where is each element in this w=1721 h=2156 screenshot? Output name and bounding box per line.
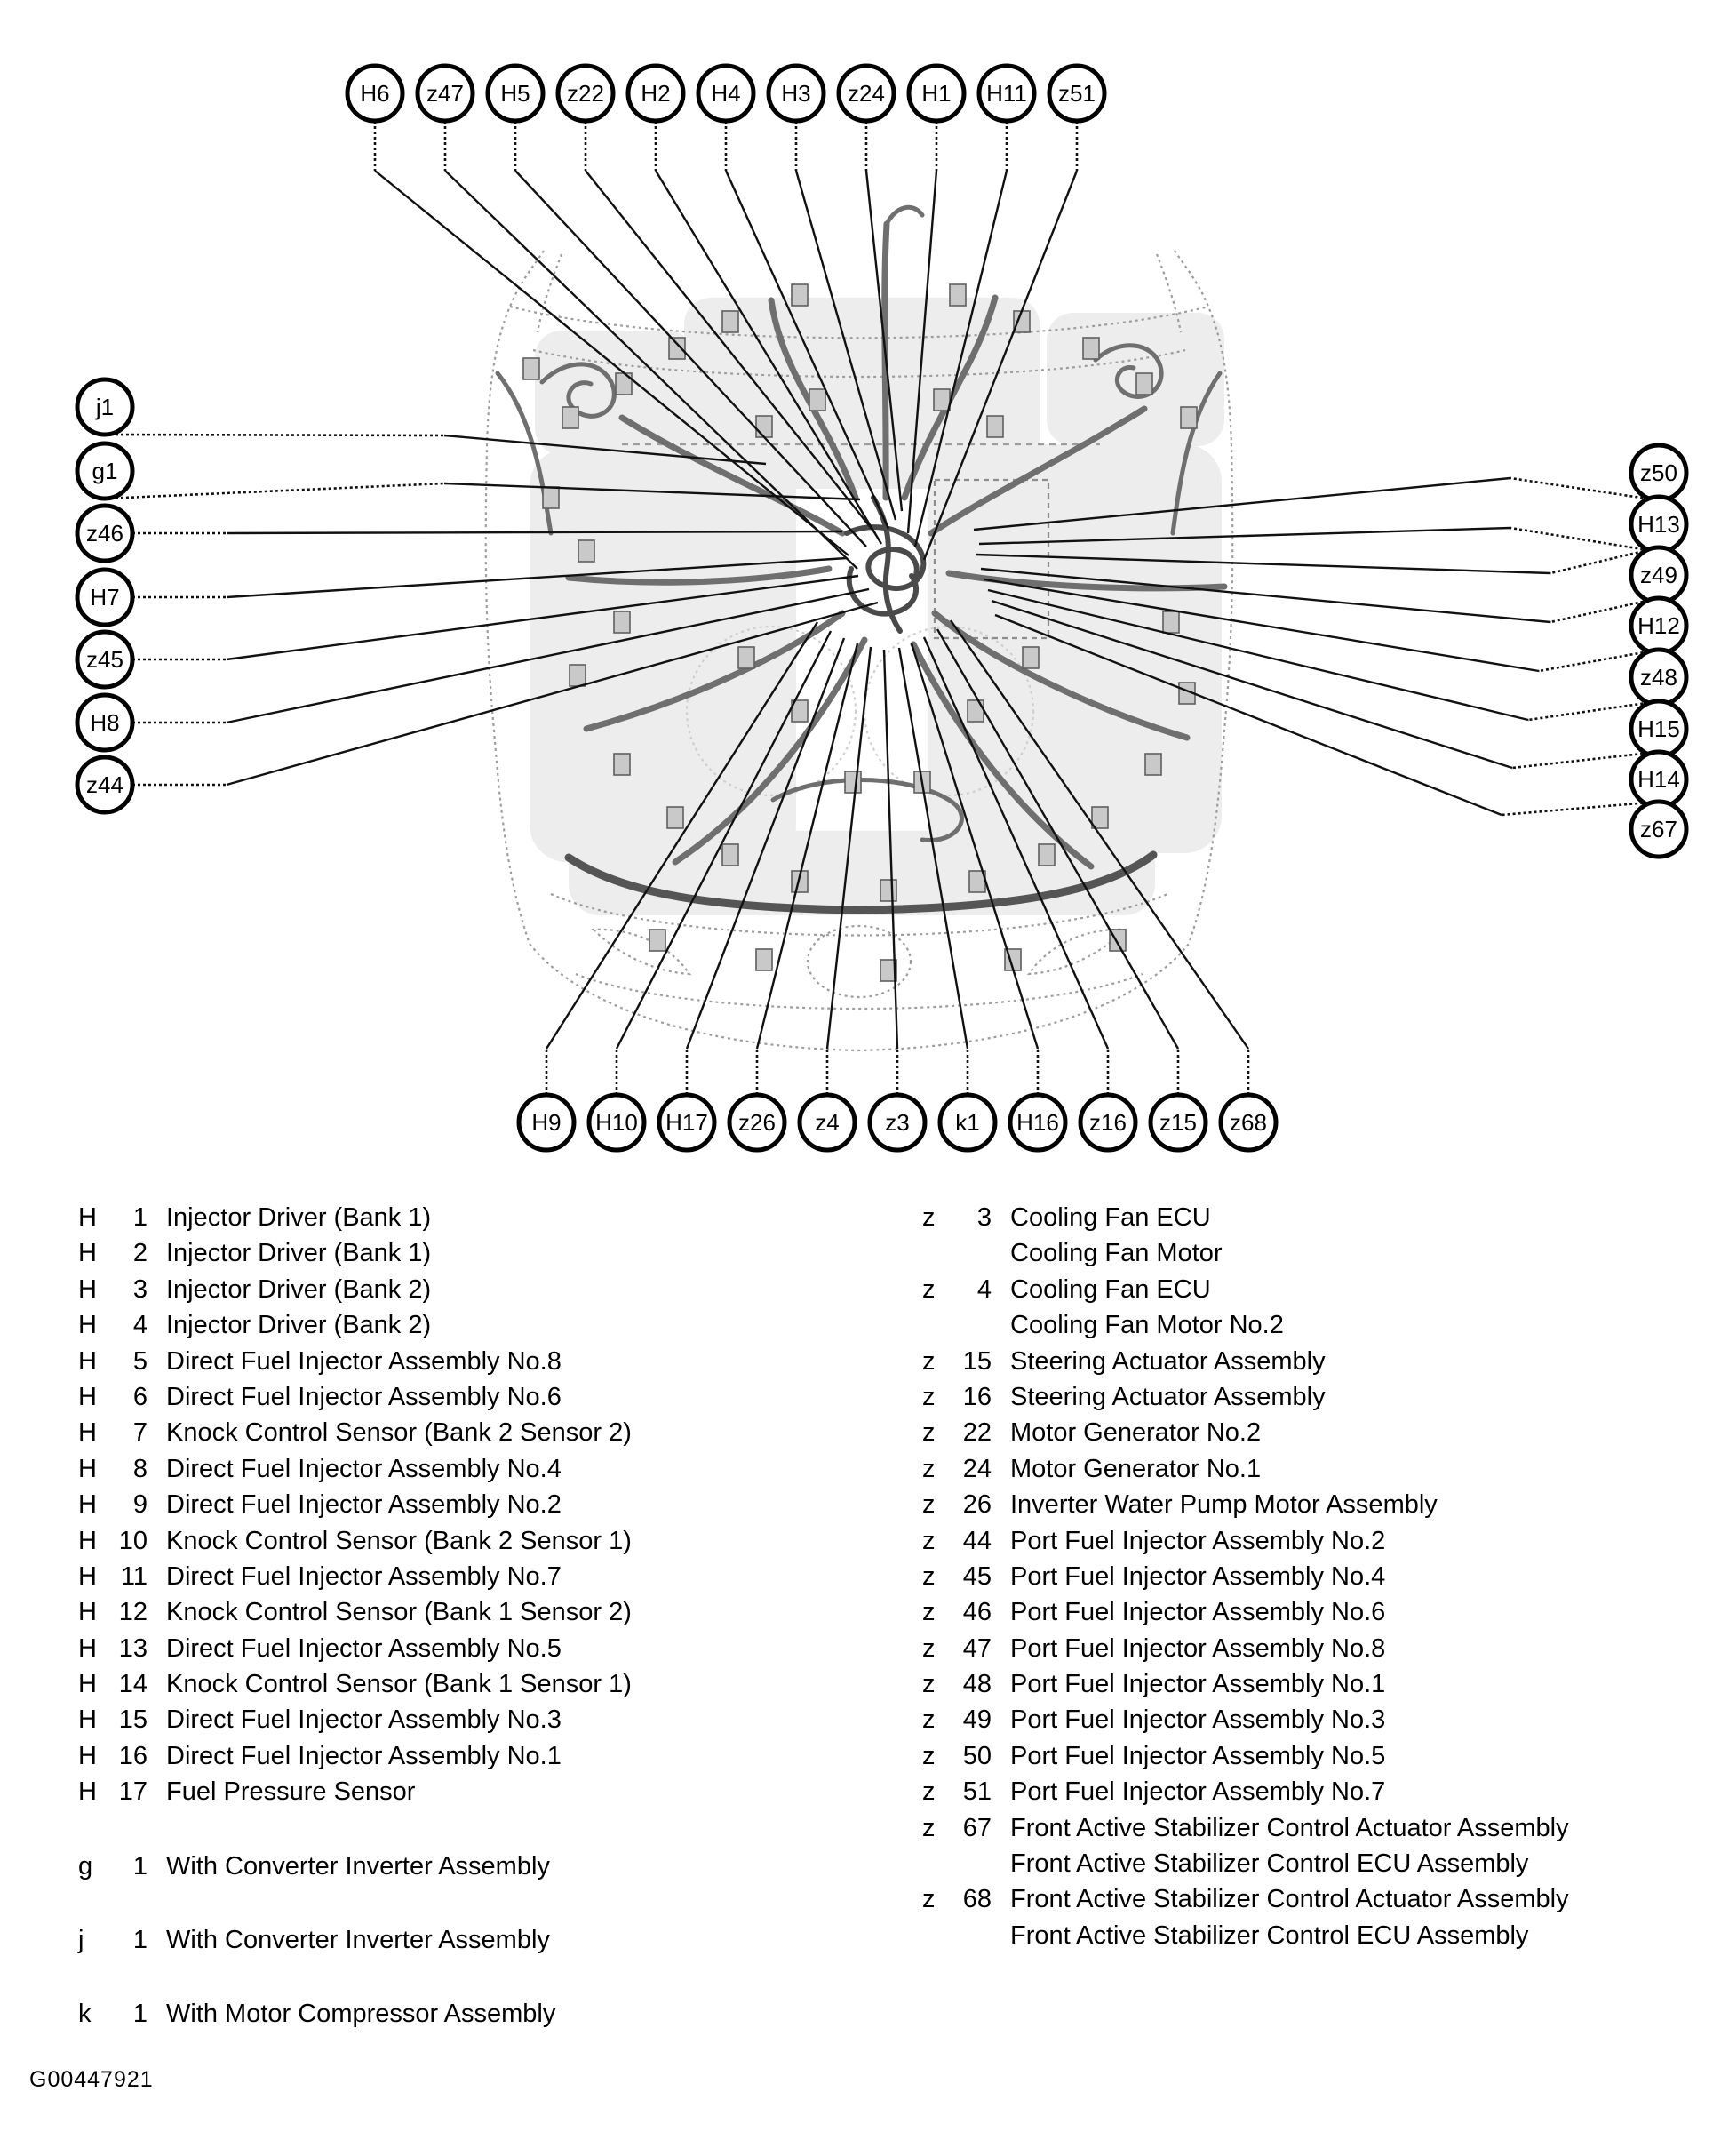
legend-prefix: H — [78, 1490, 97, 1520]
legend-row — [922, 1702, 1569, 1737]
callout-label-z26: z26 — [738, 1109, 776, 1136]
connector-block — [1083, 338, 1099, 359]
callout-H15 — [1631, 701, 1686, 756]
callout-label-H8: H8 — [90, 709, 120, 736]
legend-desc: Knock Control Sensor (Bank 2 Sensor 2) — [166, 1418, 632, 1448]
callout-H4 — [698, 66, 753, 121]
legend-number: 15 — [962, 1346, 992, 1376]
legend-desc: Steering Actuator Assembly — [1010, 1382, 1326, 1411]
legend-desc: Direct Fuel Injector Assembly No.7 — [166, 1561, 562, 1591]
callout-z15 — [1151, 1095, 1206, 1150]
legend-desc: Motor Generator No.2 — [1010, 1418, 1262, 1448]
callout-H7 — [77, 570, 132, 625]
connector-block — [792, 284, 808, 306]
legend-prefix: H — [78, 1705, 97, 1735]
callout-label-H12: H12 — [1637, 612, 1680, 639]
legend-desc: Front Active Stabilizer Control ECU Assembly — [1010, 1849, 1529, 1879]
legend-row — [78, 1272, 632, 1307]
callout-label-z15: z15 — [1159, 1109, 1197, 1136]
harness-center-knot — [847, 498, 923, 631]
connector-block — [934, 389, 950, 411]
callout-label-H5: H5 — [500, 80, 530, 107]
callout-label-H13: H13 — [1637, 511, 1680, 538]
legend-number: 22 — [962, 1418, 992, 1448]
legend-prefix: z — [922, 1561, 936, 1591]
legend-number: 5 — [132, 1346, 147, 1376]
legend-desc: Port Fuel Injector Assembly No.5 — [1010, 1741, 1386, 1770]
legend-desc: Port Fuel Injector Assembly No.6 — [1010, 1598, 1386, 1627]
legend-desc: Direct Fuel Injector Assembly No.4 — [166, 1454, 562, 1483]
legend-row — [78, 1996, 632, 2032]
legend-prefix: z — [922, 1670, 936, 1699]
legend-desc: Direct Fuel Injector Assembly No.1 — [166, 1741, 562, 1770]
legend-desc: Cooling Fan Motor No.2 — [1010, 1311, 1284, 1340]
legend-group — [78, 1200, 632, 1810]
connector-block — [987, 416, 1003, 437]
legend-number: 17 — [118, 1777, 147, 1807]
callout-label-z47: z47 — [426, 80, 464, 107]
legend-row — [78, 1451, 632, 1487]
legend-row — [922, 1774, 1569, 1809]
legend-desc: Cooling Fan ECU — [1010, 1274, 1211, 1304]
legend-number: 26 — [962, 1490, 992, 1520]
callout-H17 — [659, 1095, 714, 1150]
legend-number: 4 — [132, 1311, 147, 1340]
legend-row — [78, 1559, 632, 1594]
legend-number: 9 — [132, 1490, 147, 1520]
connector-block — [1023, 647, 1039, 668]
legend-desc: Knock Control Sensor (Bank 2 Sensor 1) — [166, 1526, 632, 1555]
legend-row — [922, 1200, 1569, 1235]
legend-number: 67 — [962, 1813, 992, 1842]
legend-desc: Injector Driver (Bank 1) — [166, 1239, 432, 1268]
callout-z44 — [77, 757, 132, 812]
legend-number: 1 — [132, 1926, 147, 1955]
callout-z24 — [839, 66, 894, 121]
connector-block — [614, 754, 630, 775]
legend-prefix: H — [78, 1633, 97, 1663]
legend-number: 50 — [962, 1741, 992, 1770]
legend-number: 1 — [132, 1851, 147, 1881]
legend-number: 1 — [132, 1203, 147, 1232]
legend-prefix — [922, 1846, 956, 1881]
legend-row — [78, 1415, 632, 1450]
callout-z49 — [1631, 547, 1686, 603]
legend-desc: Port Fuel Injector Assembly No.8 — [1010, 1633, 1386, 1663]
legend-number: 3 — [132, 1274, 147, 1304]
legend-number: 15 — [118, 1705, 147, 1735]
callout-H6 — [347, 66, 402, 121]
legend-prefix: H — [78, 1418, 97, 1448]
legend-row — [922, 1846, 1569, 1881]
legend-left-column — [78, 1200, 632, 2032]
legend-desc: Front Active Stabilizer Control Actuator Assembly — [1010, 1813, 1569, 1842]
callout-label-z51: z51 — [1058, 80, 1096, 107]
legend-prefix: z — [922, 1490, 936, 1520]
connector-block — [845, 771, 861, 793]
legend-prefix: H — [78, 1203, 97, 1232]
legend-row — [922, 1631, 1569, 1666]
legend-number: 24 — [962, 1454, 992, 1483]
callout-label-H10: H10 — [595, 1109, 638, 1136]
callout-z48 — [1631, 650, 1686, 705]
callout-label-z22: z22 — [567, 80, 604, 107]
callout-g1 — [77, 443, 132, 499]
callout-z51 — [1049, 66, 1104, 121]
legend-prefix: H — [78, 1454, 97, 1483]
legend-desc: Injector Driver (Bank 1) — [166, 1203, 432, 1232]
legend-prefix: z — [922, 1777, 936, 1807]
callout-label-H11: H11 — [986, 80, 1027, 107]
legend-number: 51 — [962, 1777, 992, 1807]
legend-row — [78, 1922, 632, 1958]
legend-prefix: z — [922, 1454, 936, 1483]
legend-prefix: j — [78, 1926, 84, 1955]
legend-desc: With Converter Inverter Assembly — [166, 1851, 550, 1881]
callout-H2 — [628, 66, 683, 121]
callout-label-k1: k1 — [955, 1109, 980, 1136]
legend-row — [78, 1523, 632, 1559]
callout-label-H1: H1 — [921, 80, 952, 107]
legend-prefix: z — [922, 1813, 936, 1842]
legend-prefix: k — [78, 2000, 92, 2029]
callout-H13 — [1631, 497, 1686, 552]
legend-prefix: z — [922, 1203, 936, 1232]
legend-number: 13 — [118, 1633, 147, 1663]
legend-number: 4 — [976, 1274, 992, 1304]
callout-labels — [77, 66, 1686, 1150]
callout-j1 — [77, 379, 132, 435]
legend-prefix: H — [78, 1777, 97, 1807]
callout-z4 — [800, 1095, 855, 1150]
legend-row — [922, 1344, 1569, 1379]
callout-label-H17: H17 — [665, 1109, 708, 1136]
figure-code: G00447921 — [29, 2067, 154, 2092]
callout-H1 — [909, 66, 964, 121]
legend-desc: Knock Control Sensor (Bank 1 Sensor 2) — [166, 1598, 632, 1627]
legend-prefix: H — [78, 1561, 97, 1591]
callout-z46 — [77, 506, 132, 561]
callout-H14 — [1631, 752, 1686, 807]
legend-row — [78, 1702, 632, 1737]
legend-row — [922, 1881, 1569, 1917]
legend-row — [922, 1487, 1569, 1522]
legend-number: 8 — [132, 1454, 147, 1483]
legend-right-column — [922, 1200, 1569, 1953]
legend-prefix: z — [922, 1346, 936, 1376]
legend-prefix — [922, 1235, 956, 1271]
legend-desc: Direct Fuel Injector Assembly No.8 — [166, 1346, 562, 1376]
legend-desc: Cooling Fan ECU — [1010, 1203, 1211, 1232]
callout-label-z16: z16 — [1089, 1109, 1127, 1136]
legend-prefix: H — [78, 1311, 97, 1340]
legend-group — [78, 1922, 632, 1958]
legend-prefix: H — [78, 1526, 97, 1555]
legend-row — [922, 1918, 1569, 1953]
legend-desc: Inverter Water Pump Motor Assembly — [1010, 1490, 1438, 1520]
legend-number — [956, 1846, 992, 1881]
callout-label-z68: z68 — [1230, 1109, 1267, 1136]
legend-desc: Cooling Fan Motor — [1010, 1239, 1223, 1268]
legend-row — [922, 1272, 1569, 1307]
legend-prefix: H — [78, 1239, 97, 1268]
legend-desc: Injector Driver (Bank 2) — [166, 1274, 432, 1304]
connector-block — [570, 665, 586, 686]
legend-number: 11 — [120, 1561, 147, 1591]
callout-k1 — [940, 1095, 995, 1150]
connector-block — [756, 416, 772, 437]
legend-number — [956, 1918, 992, 1953]
legend-prefix: z — [922, 1741, 936, 1770]
callout-z67 — [1631, 802, 1686, 857]
legend-desc: Motor Generator No.1 — [1010, 1454, 1262, 1483]
legend-row — [922, 1523, 1569, 1559]
legend-prefix: H — [78, 1741, 97, 1770]
callout-H3 — [769, 66, 824, 121]
legend-row — [78, 1344, 632, 1379]
connector-block — [1014, 311, 1030, 332]
legend-row — [922, 1307, 1569, 1343]
legend-number: 2 — [132, 1239, 147, 1268]
legend-number: 14 — [118, 1670, 147, 1699]
legend-desc: With Motor Compressor Assembly — [166, 2000, 556, 2029]
callout-H11 — [979, 66, 1034, 121]
legend-prefix: H — [78, 1346, 97, 1376]
legend-prefix: H — [78, 1670, 97, 1699]
legend-row — [922, 1235, 1569, 1271]
callout-label-z44: z44 — [86, 771, 123, 798]
callout-H9 — [519, 1095, 574, 1150]
legend-row — [78, 1487, 632, 1522]
connector-block — [562, 407, 578, 428]
legend-number: 47 — [962, 1633, 992, 1663]
legend-prefix: z — [922, 1418, 936, 1448]
legend-number: 16 — [962, 1382, 992, 1411]
connector-block — [880, 880, 896, 901]
legend-row — [78, 1849, 632, 1884]
connector-block — [523, 358, 539, 379]
legend-desc: Front Active Stabilizer Control ECU Assembly — [1010, 1920, 1529, 1950]
connector-block — [756, 949, 772, 970]
legend-number: 48 — [962, 1670, 992, 1699]
legend-row — [922, 1415, 1569, 1450]
callout-label-H7: H7 — [90, 584, 120, 611]
callout-H5 — [488, 66, 543, 121]
callout-label-z49: z49 — [1640, 562, 1677, 588]
legend-number: 45 — [962, 1561, 992, 1591]
legend-prefix: z — [922, 1382, 936, 1411]
callout-label-H16: H16 — [1016, 1109, 1059, 1136]
legend-prefix: g — [78, 1851, 93, 1881]
callout-label-z67: z67 — [1640, 816, 1677, 842]
legend-number: 68 — [962, 1885, 992, 1914]
callout-label-z3: z3 — [885, 1109, 910, 1136]
connector-block — [722, 844, 738, 866]
legend-number: 46 — [962, 1598, 992, 1627]
connector-block — [1145, 754, 1161, 775]
legend-desc: Fuel Pressure Sensor — [166, 1777, 416, 1807]
callout-z50 — [1631, 445, 1686, 500]
legend-desc: With Converter Inverter Assembly — [166, 1926, 550, 1955]
callout-label-H3: H3 — [781, 80, 811, 107]
callout-label-z50: z50 — [1640, 459, 1677, 486]
legend-row — [922, 1559, 1569, 1594]
legend-prefix: z — [922, 1705, 936, 1735]
legend-prefix: z — [922, 1633, 936, 1663]
legend-row — [922, 1451, 1569, 1487]
connector-block — [1163, 611, 1179, 633]
callout-H10 — [589, 1095, 644, 1150]
connector-block — [614, 611, 630, 633]
callout-label-z46: z46 — [86, 520, 123, 547]
legend-row — [922, 1594, 1569, 1630]
callout-label-g1: g1 — [92, 458, 118, 484]
callout-label-z24: z24 — [848, 80, 885, 107]
callout-H12 — [1631, 598, 1686, 653]
callout-label-z48: z48 — [1640, 664, 1677, 691]
callout-label-H6: H6 — [360, 80, 390, 107]
legend-number: 44 — [962, 1526, 992, 1555]
callout-label-j1: j1 — [95, 394, 115, 420]
legend-row — [922, 1810, 1569, 1846]
legend-desc: Port Fuel Injector Assembly No.3 — [1010, 1705, 1386, 1735]
legend-desc: Front Active Stabilizer Control Actuator Assembly — [1010, 1885, 1569, 1914]
legend-number: 3 — [976, 1203, 992, 1232]
connector-block — [950, 284, 966, 306]
callout-z3 — [870, 1095, 925, 1150]
connector-block — [649, 930, 665, 951]
legend-row — [78, 1666, 632, 1702]
connector-block — [667, 807, 683, 828]
legend-number — [956, 1235, 992, 1271]
connector-block — [1039, 844, 1055, 866]
leader-stub-g1 — [105, 483, 444, 499]
connector-block — [543, 487, 559, 508]
callout-label-H4: H4 — [711, 80, 741, 107]
callout-z68 — [1221, 1095, 1276, 1150]
legend-desc: Port Fuel Injector Assembly No.1 — [1010, 1670, 1386, 1699]
callout-label-H9: H9 — [531, 1109, 562, 1136]
callout-z22 — [558, 66, 613, 121]
callout-label-z45: z45 — [86, 646, 123, 673]
legend-number: 12 — [118, 1598, 147, 1627]
legend-group — [78, 1996, 632, 2032]
legend-number: 16 — [118, 1741, 147, 1770]
legend-prefix: z — [922, 1526, 936, 1555]
callout-H8 — [77, 695, 132, 750]
connector-block — [1136, 373, 1152, 395]
legend-prefix: z — [922, 1598, 936, 1627]
callout-z26 — [729, 1095, 785, 1150]
legend-prefix: z — [922, 1274, 936, 1304]
legend-desc: Port Fuel Injector Assembly No.4 — [1010, 1561, 1386, 1591]
legend-group — [78, 1849, 632, 1884]
callout-label-H15: H15 — [1637, 715, 1680, 742]
connector-block — [722, 311, 738, 332]
legend-prefix: z — [922, 1885, 936, 1914]
callout-label-H2: H2 — [641, 80, 671, 107]
callout-z45 — [77, 632, 132, 687]
legend-row — [922, 1738, 1569, 1774]
legend-row — [78, 1235, 632, 1271]
legend-row — [78, 1774, 632, 1809]
connector-block — [738, 647, 754, 668]
legend-desc: Direct Fuel Injector Assembly No.2 — [166, 1490, 562, 1520]
legend-desc: Knock Control Sensor (Bank 1 Sensor 1) — [166, 1670, 632, 1699]
callout-z47 — [418, 66, 473, 121]
legend-prefix — [922, 1918, 956, 1953]
legend-row — [78, 1200, 632, 1235]
connector-block — [578, 540, 594, 562]
legend-prefix: H — [78, 1274, 97, 1304]
connector-block — [1181, 407, 1197, 428]
legend-number: 10 — [118, 1526, 147, 1555]
legend-desc: Direct Fuel Injector Assembly No.3 — [166, 1705, 562, 1735]
legend-number: 49 — [962, 1705, 992, 1735]
legend-row — [922, 1379, 1569, 1415]
legend-desc: Steering Actuator Assembly — [1010, 1346, 1326, 1376]
legend-prefix: H — [78, 1598, 97, 1627]
legend-desc: Port Fuel Injector Assembly No.2 — [1010, 1526, 1386, 1555]
callout-z16 — [1080, 1095, 1135, 1150]
leader-lines — [105, 121, 1659, 1095]
callout-H16 — [1010, 1095, 1065, 1150]
legend-row — [922, 1666, 1569, 1702]
legend-number: 1 — [132, 2000, 147, 2029]
legend-desc: Injector Driver (Bank 2) — [166, 1311, 432, 1340]
connector-block — [809, 389, 825, 411]
legend-prefix — [922, 1307, 956, 1343]
legend-row — [78, 1594, 632, 1630]
callout-label-H14: H14 — [1637, 766, 1680, 793]
connector-block — [1092, 807, 1108, 828]
legend-number — [956, 1307, 992, 1343]
callout-label-z4: z4 — [815, 1109, 840, 1136]
legend-number: 6 — [132, 1382, 147, 1411]
legend-group — [922, 1200, 1569, 1953]
legend-row — [78, 1738, 632, 1774]
legend-desc: Port Fuel Injector Assembly No.7 — [1010, 1777, 1386, 1807]
legend-row — [78, 1379, 632, 1415]
legend-row — [78, 1307, 632, 1343]
legend-prefix: H — [78, 1382, 97, 1411]
legend-number: 7 — [132, 1418, 147, 1448]
legend-desc: Direct Fuel Injector Assembly No.5 — [166, 1633, 562, 1663]
legend-desc: Direct Fuel Injector Assembly No.6 — [166, 1382, 562, 1411]
legend-row — [78, 1631, 632, 1666]
